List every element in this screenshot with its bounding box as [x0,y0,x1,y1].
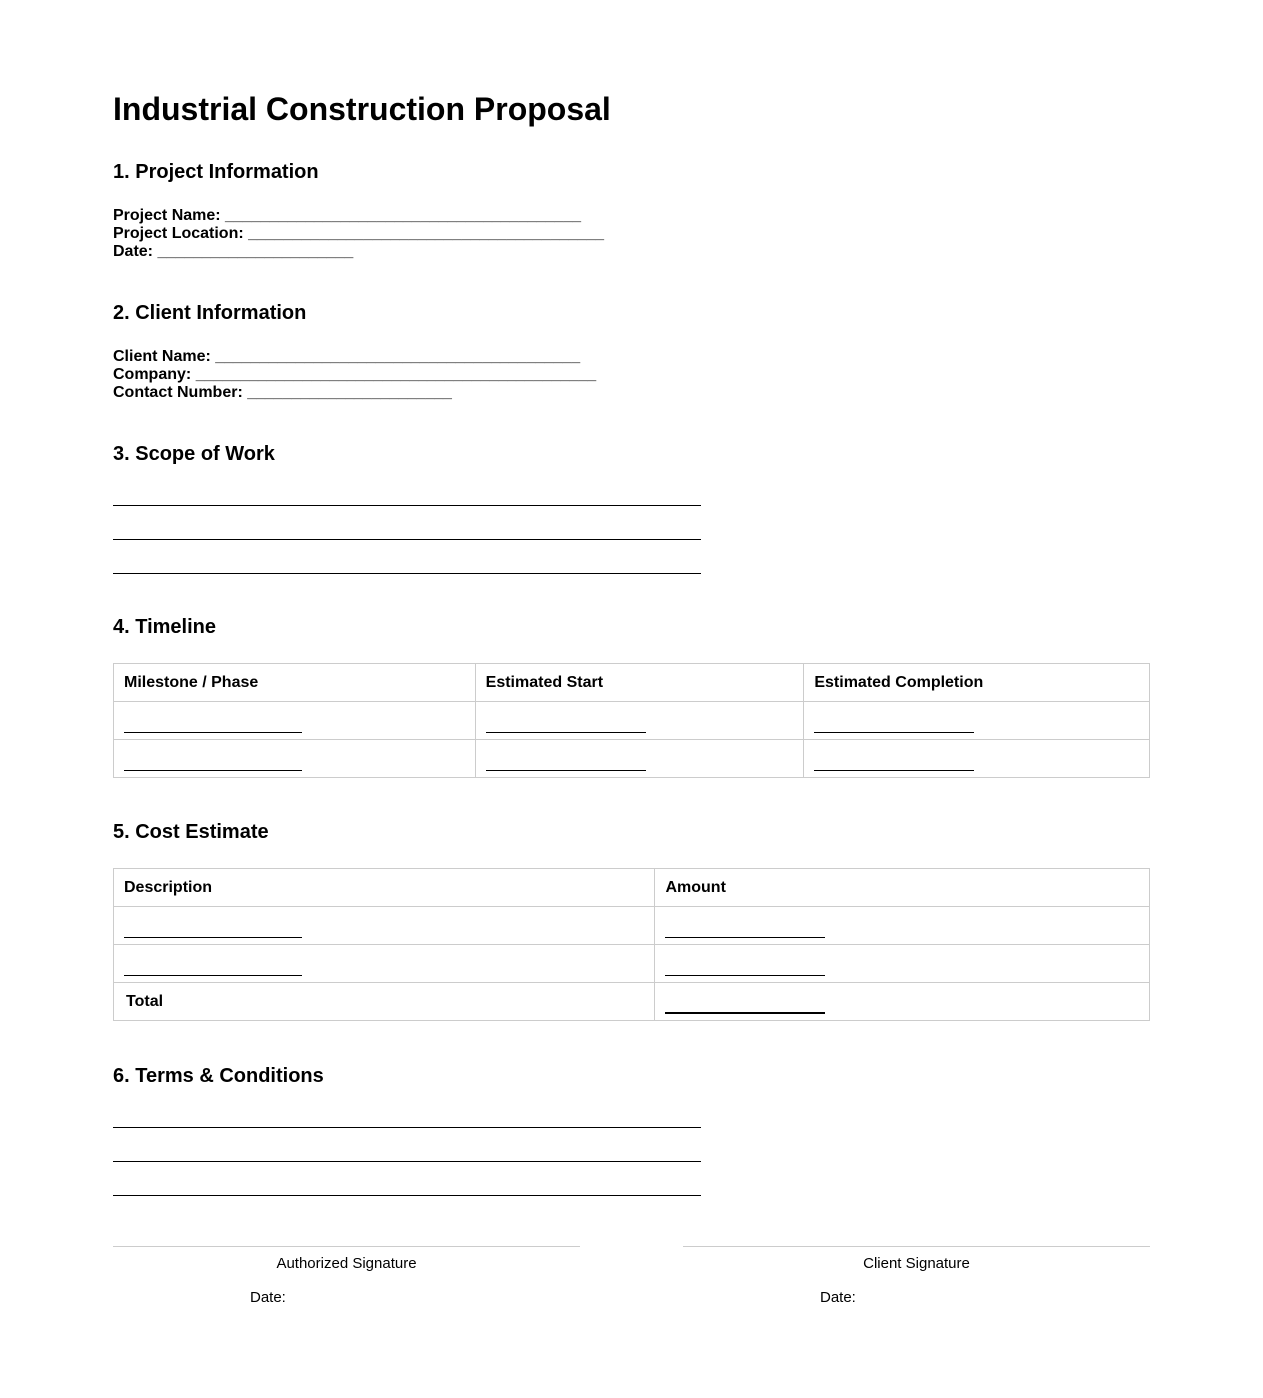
cost-col-description: Description [114,869,655,907]
terms-line-1[interactable] [113,1127,701,1128]
cost-total-amount-cell[interactable] [655,983,1150,1021]
proposal-document [113,0,1150,1302]
cost-col-amount: Amount [655,869,1150,907]
start-blank[interactable] [486,770,646,771]
timeline-row [114,740,1150,778]
section-heading-terms-and-conditions: 6. Terms & Conditions [113,1065,324,1087]
timeline-milestone-cell[interactable] [114,740,476,778]
project-location-label: Project Location: [113,225,244,242]
client-signature-line[interactable] [683,1246,1150,1247]
project-information-fields [113,207,604,261]
description-blank[interactable] [124,937,302,938]
terms-line-3[interactable] [113,1195,701,1196]
project-name-label: Project Name: [113,207,221,224]
project-location-field[interactable] [113,225,604,243]
amount-blank[interactable] [665,975,825,976]
cost-total-row [114,983,1150,1021]
cost-row [114,907,1150,945]
cost-amount-cell[interactable] [655,945,1150,983]
contact-number-blank[interactable]: _______________________ [247,384,452,401]
timeline-milestone-cell[interactable] [114,702,476,740]
section-heading-scope-of-work: 3. Scope of Work [113,443,275,465]
cost-row [114,945,1150,983]
scope-of-work-line-2[interactable] [113,539,701,540]
start-blank[interactable] [486,732,646,733]
document-title: Industrial Construction Proposal [113,91,611,127]
client-signature-block [683,1246,1150,1302]
timeline-col-estimated-start: Estimated Start [475,664,804,702]
client-information-fields [113,348,596,402]
company-field[interactable] [113,366,596,384]
contact-number-label: Contact Number: [113,384,243,401]
client-signature-label: Client Signature [863,1255,970,1272]
authorized-signature-date-label: Date: [250,1289,286,1302]
section-heading-client-information: 2. Client Information [113,302,307,324]
client-name-label: Client Name: [113,348,211,365]
timeline-start-cell[interactable] [475,702,804,740]
authorized-signature-label: Authorized Signature [276,1255,417,1272]
company-label: Company: [113,366,192,383]
total-label: Total [126,992,164,1010]
project-date-blank[interactable]: ______________________ [157,243,354,260]
scope-of-work-line-1[interactable] [113,505,701,506]
scope-of-work-line-3[interactable] [113,573,701,574]
company-blank[interactable]: _____________________________________________ [195,366,597,383]
project-date-label: Date: [113,243,154,260]
milestone-blank[interactable] [124,770,302,771]
project-location-blank[interactable]: ________________________________________ [248,225,605,242]
section-heading-project-information: 1. Project Information [113,161,319,183]
completion-blank[interactable] [814,732,974,733]
project-name-field[interactable] [113,207,604,225]
project-date-field[interactable] [113,243,604,261]
contact-number-field[interactable] [113,384,596,402]
cost-total-label-cell [114,983,655,1021]
timeline-start-cell[interactable] [475,740,804,778]
completion-blank[interactable] [814,770,974,771]
cost-amount-cell[interactable] [655,907,1150,945]
client-name-blank[interactable]: _________________________________________ [215,348,581,365]
timeline-completion-cell[interactable] [804,740,1150,778]
description-blank[interactable] [124,975,302,976]
cost-description-cell[interactable] [114,907,655,945]
project-name-blank[interactable]: ________________________________________ [225,207,581,224]
cost-estimate-table [113,868,1150,1021]
client-name-field[interactable] [113,348,596,366]
section-heading-timeline: 4. Timeline [113,616,217,638]
timeline-header-row [114,664,1150,702]
cost-description-cell[interactable] [114,945,655,983]
timeline-col-milestone: Milestone / Phase [114,664,476,702]
total-amount-blank[interactable] [665,1012,825,1014]
authorized-signature-line[interactable] [113,1246,580,1247]
terms-line-2[interactable] [113,1161,701,1162]
section-heading-cost-estimate: 5. Cost Estimate [113,821,269,843]
timeline-completion-cell[interactable] [804,702,1150,740]
timeline-row [114,702,1150,740]
milestone-blank[interactable] [124,732,302,733]
authorized-signature-block [113,1246,580,1302]
cost-header-row [114,869,1150,907]
amount-blank[interactable] [665,937,825,938]
timeline-col-estimated-completion: Estimated Completion [804,664,1150,702]
timeline-table [113,663,1150,778]
client-signature-date-label: Date: [820,1289,856,1302]
